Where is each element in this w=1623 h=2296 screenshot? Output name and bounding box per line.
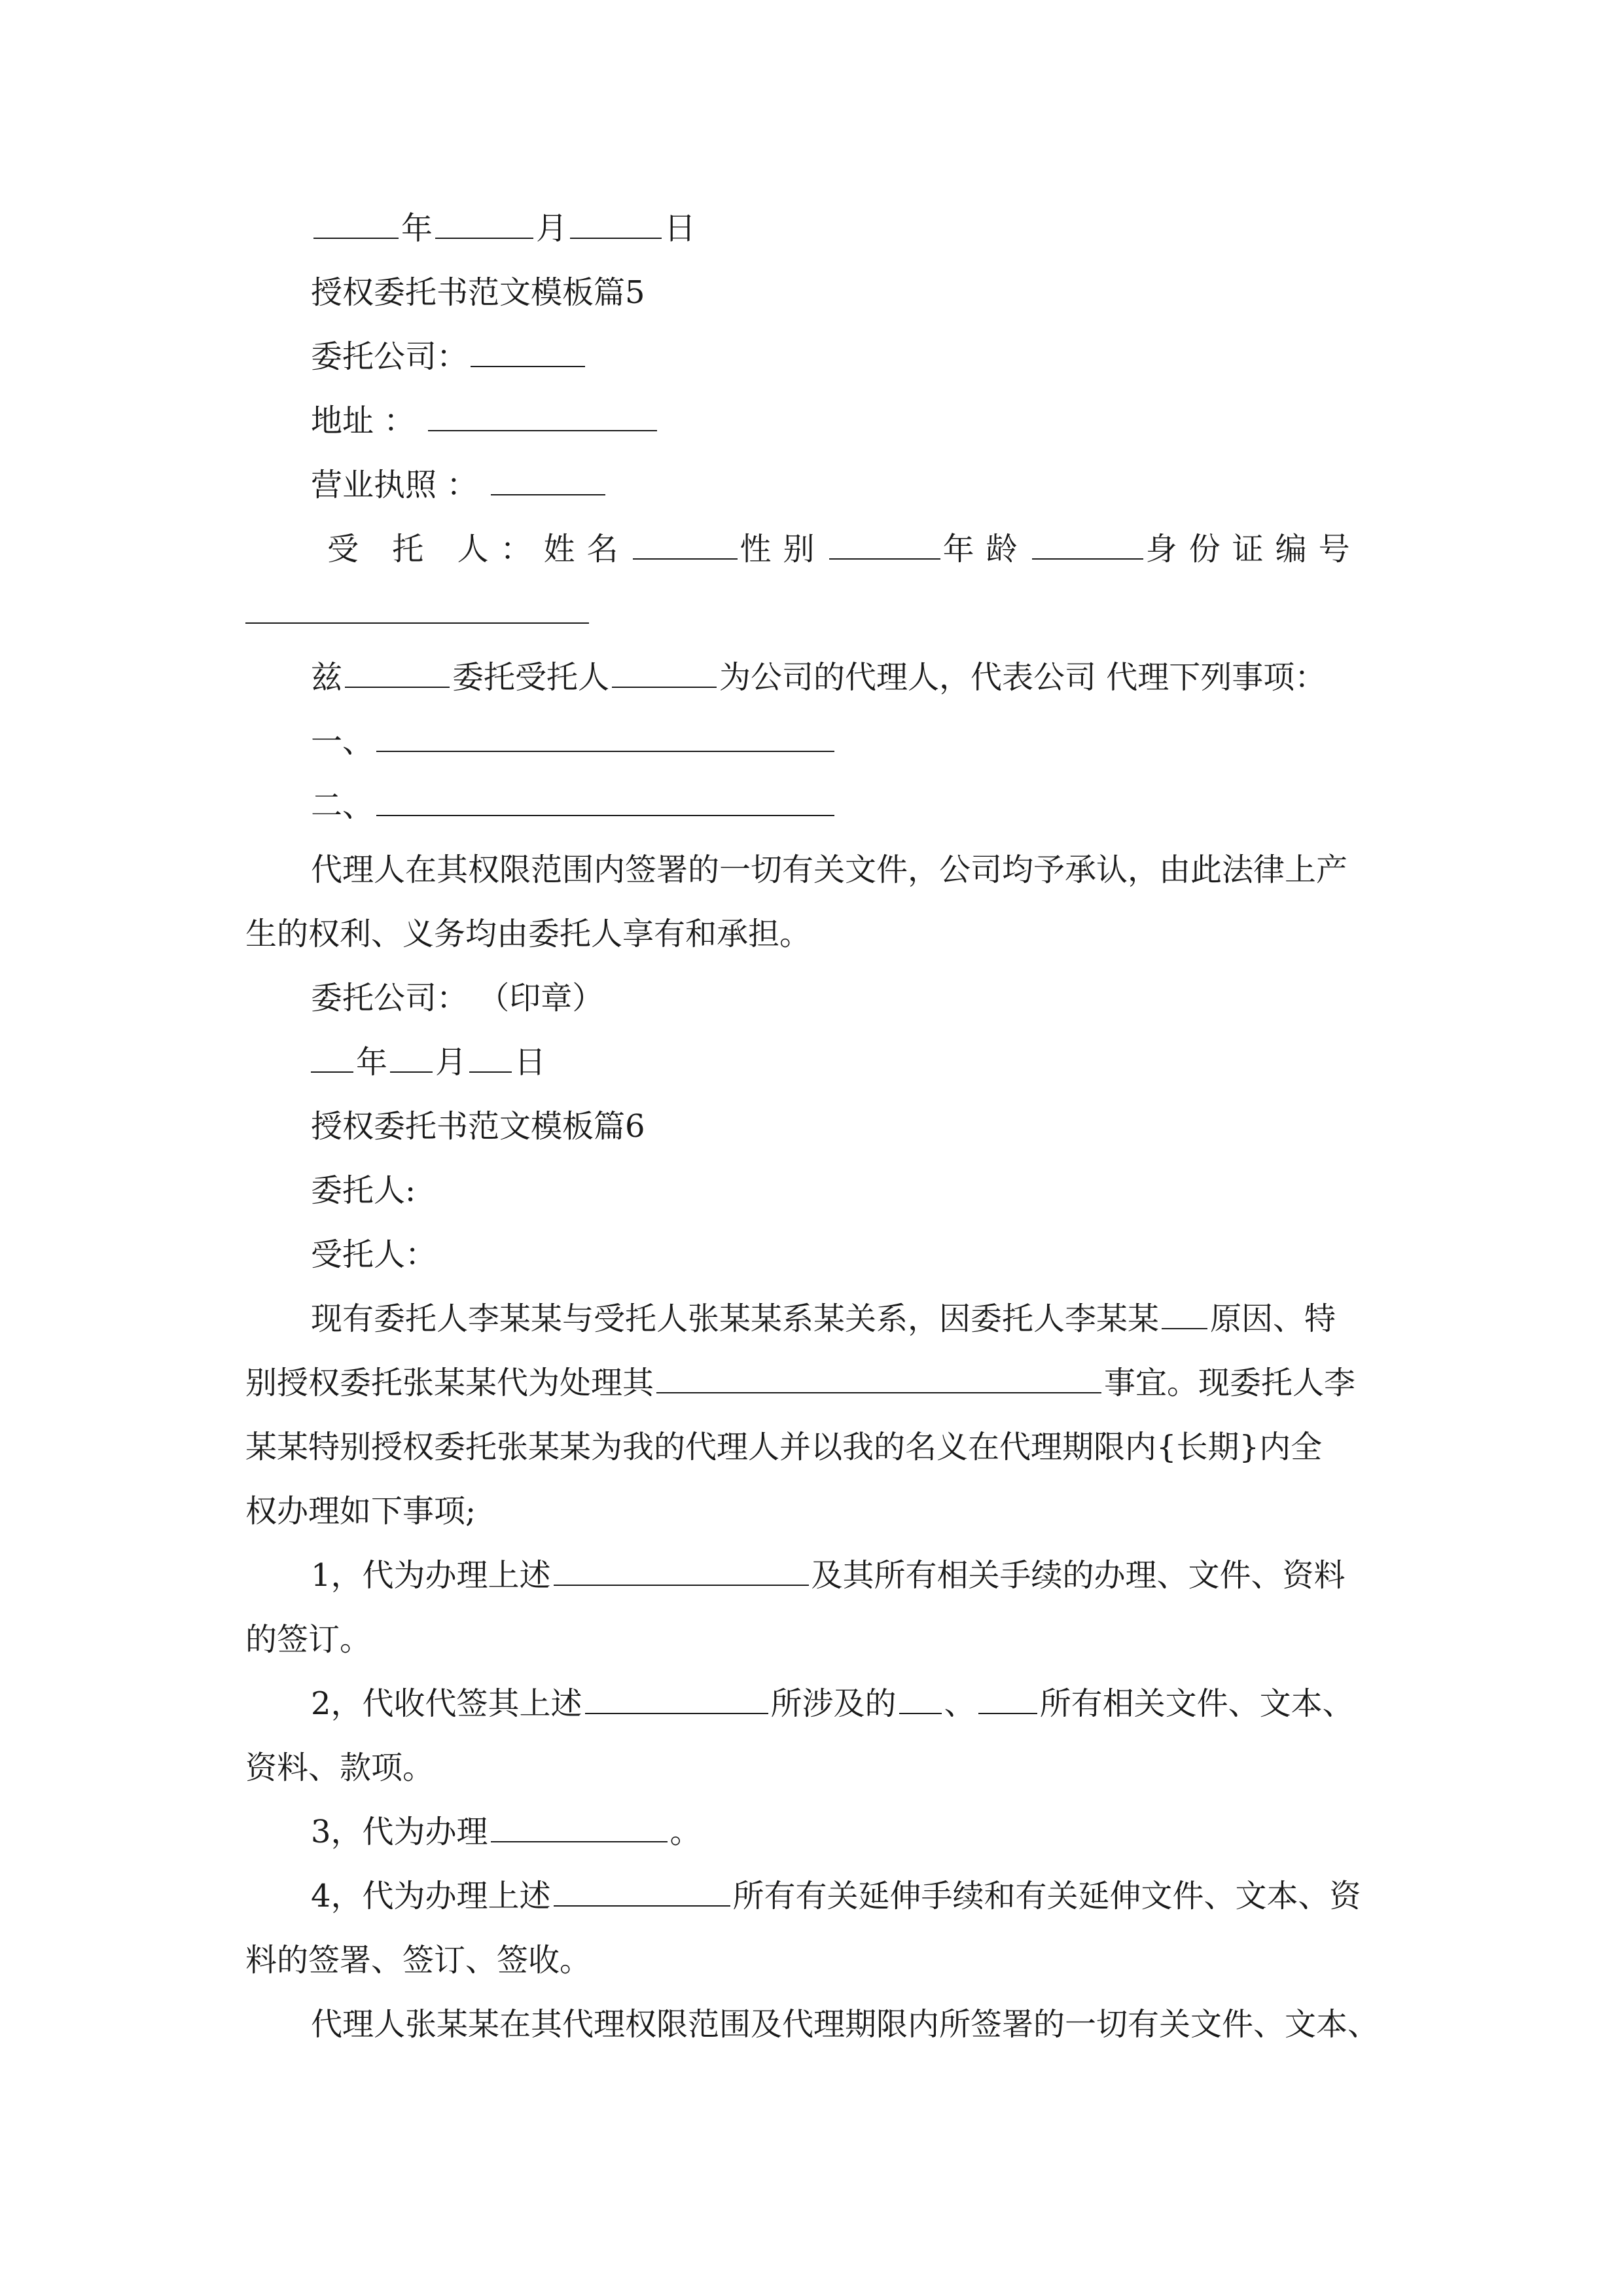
gender-label: 性别: [740, 531, 827, 567]
blank-year: [313, 200, 399, 239]
blank-day-2: [469, 1033, 512, 1073]
item-two-blank: [376, 777, 834, 816]
item-3-blank: [491, 1803, 668, 1842]
closing-line: 代理人张某某在其代理权限范围及代理期限内所签署的一切有关文件、文本、: [311, 2006, 1380, 2043]
section5-paragraph-2: 生的权利、义务均由委托人享有和承担。: [245, 916, 812, 952]
day-char: 日: [664, 210, 696, 247]
authorize-line: [311, 645, 1384, 709]
item-1a: 1，代为办理上述: [311, 1557, 551, 1594]
item-1b: 及其所有相关手续的办理、文件、资料: [811, 1557, 1346, 1594]
blank-month: [435, 200, 533, 239]
item-2-blank-2: [899, 1675, 942, 1714]
age-blank: [1032, 520, 1143, 560]
year-char: 年: [401, 210, 433, 247]
day-char-2: 日: [514, 1044, 546, 1081]
item-one-blank: [376, 713, 834, 752]
item-4a: 4，代为办理上述: [311, 1878, 551, 1914]
intro-line-2: [245, 1351, 1384, 1415]
intro-1a: 现有委托人李某某与受托人张某某系某关系，因委托人李某某: [311, 1300, 1160, 1337]
section5-title: 授权委托书范文模板篇5: [311, 274, 645, 311]
intro-2b: 事宜。现委托人李: [1104, 1365, 1356, 1401]
trustee-line: [327, 517, 1400, 581]
item-4-line: [311, 1864, 1384, 1928]
item-1-blank: [554, 1547, 809, 1586]
item-2a: 2，代收代签其上述: [311, 1685, 582, 1722]
address-label: 地址 ：: [311, 403, 416, 439]
seal-line: 委托公司： （印章）: [311, 980, 604, 1016]
item-two-line: [311, 774, 1384, 838]
name-label: 姓名: [543, 531, 630, 567]
license-label: 营业执照 ：: [311, 467, 478, 503]
authorize-mid: 委托受托人: [452, 659, 610, 696]
item-3-line: [311, 1800, 1384, 1864]
item-2-blank-3: [978, 1675, 1037, 1714]
month-char: 月: [536, 210, 568, 247]
company-line: [311, 325, 1384, 389]
company-label: 委托公司：: [311, 338, 469, 375]
intro-line-1: [311, 1287, 1384, 1351]
item-1-continuation: 的签订。: [245, 1621, 372, 1658]
authorize-blank-2: [612, 649, 717, 688]
section6-title: 授权委托书范文模板篇6: [311, 1108, 645, 1145]
item-4-blank: [554, 1867, 730, 1907]
item-one-label: 一、: [311, 723, 374, 760]
item-2c: 、: [944, 1685, 976, 1722]
id-blank-line: [245, 581, 1384, 645]
item-1-line: [311, 1543, 1384, 1607]
id-label: 身份证编号: [1145, 531, 1362, 567]
item-2-continuation: 资料、款项。: [245, 1749, 435, 1786]
item-3b: 。: [669, 1814, 702, 1850]
id-blank: [245, 584, 589, 624]
blank-month-2: [390, 1033, 433, 1073]
reason-blank: [1162, 1290, 1207, 1329]
item-2d: 所有相关文件、文本、: [1039, 1685, 1354, 1722]
age-label: 年龄: [942, 531, 1029, 567]
item-2b: 所涉及的: [770, 1685, 897, 1722]
item-4b: 所有有关延伸手续和有关延伸文件、文本、资: [732, 1878, 1361, 1914]
matter-blank: [656, 1354, 1101, 1393]
item-2-blank-1: [585, 1675, 768, 1714]
intro-1b: 原因、特: [1210, 1300, 1336, 1337]
date-line-2: [311, 1030, 1384, 1094]
authorize-blank-1: [345, 649, 450, 688]
license-blank: [491, 456, 605, 495]
trustee-label: 受 托 人：: [327, 531, 544, 567]
blank-year-2: [311, 1033, 353, 1073]
item-one-line: [311, 709, 1384, 774]
item-4-continuation: 料的签署、签订、签收。: [245, 1942, 592, 1979]
principal-label: 委托人:: [311, 1172, 416, 1209]
item-two-label: 二、: [311, 787, 374, 824]
section5-paragraph-1: 代理人在其权限范围内签署的一切有关文件，公司均予承认，由此法律上产: [311, 852, 1348, 888]
address-blank: [428, 392, 657, 431]
year-char-2: 年: [356, 1044, 388, 1081]
intro-line-3: 某某特别授权委托张某某为我的代理人并以我的名义在代理期限内{长期}内全: [245, 1429, 1323, 1465]
date-line-1: [311, 196, 1384, 260]
item-3a: 3，代为办理: [311, 1814, 488, 1850]
item-2-line: [311, 1672, 1384, 1736]
authorize-suffix: 为公司的代理人，代表公司 代理下列事项：: [719, 659, 1327, 696]
gender-blank: [829, 520, 940, 560]
company-blank: [471, 328, 585, 367]
name-blank: [633, 520, 738, 560]
authorize-prefix: 兹: [311, 659, 343, 696]
license-line: [311, 453, 1384, 517]
trustee-label-6: 受托人：: [311, 1236, 437, 1273]
month-char-2: 月: [435, 1044, 467, 1081]
address-line: [311, 389, 1384, 453]
blank-day: [570, 200, 662, 239]
intro-line-4: 权办理如下事项;: [245, 1493, 476, 1530]
intro-2a: 别授权委托张某某代为处理其: [245, 1365, 654, 1401]
